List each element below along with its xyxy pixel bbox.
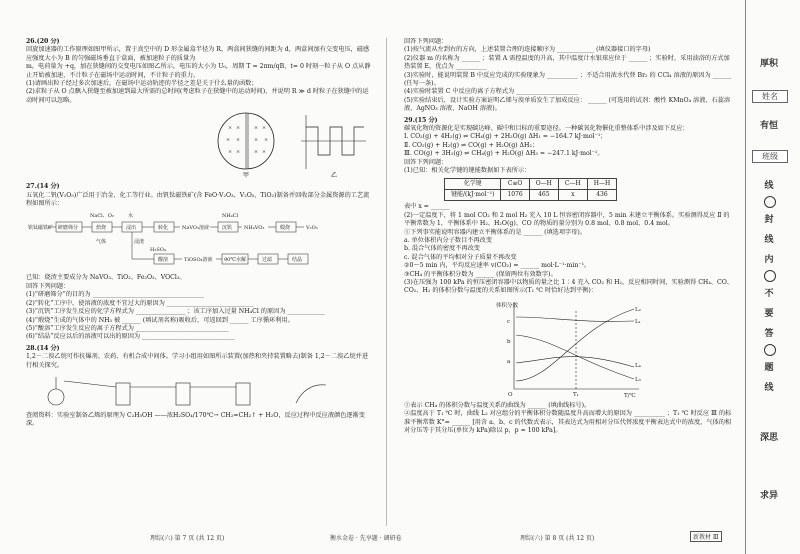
q29-reaction-2: Ⅱ. CO₂(g) + H₂(g) ⇌ CO(g) + H₂O(g) ΔH₂； bbox=[404, 141, 539, 149]
binding-word-3: 深思 bbox=[759, 433, 778, 443]
footer-right-page: 理综(六) 第 8 页 (共 12 页) bbox=[520, 535, 595, 542]
fig-label-a: 甲 bbox=[243, 172, 250, 180]
svg-text:气体: 气体 bbox=[96, 239, 107, 246]
binding-char: 内 bbox=[764, 255, 774, 265]
svg-text:浸出: 浸出 bbox=[126, 225, 137, 232]
q27-intro: 五氧化二钒(V₂O₅)广泛用于冶金、化工等行业。由钒钛磁铁矿(含 FeO·V₂O₃、V₂O₅、TiO₂)制备并回收部分金属资源的工艺流程如图所示： bbox=[26, 191, 370, 208]
q27-sub-2: (2)“转化”工序中，使溶液的浓度不宜过大的原因为 ____________________________ bbox=[26, 299, 254, 307]
q26-figure bbox=[26, 109, 371, 179]
footer-tag: 新教材 Ⅲ bbox=[690, 531, 722, 542]
process-flow-diagram bbox=[26, 211, 371, 271]
q29-sub-2: (2)一定温度下，将 1 mol CO₂ 和 2 mol H₂ 充入 10 L 恒容密闭容器中，5 min 末建立平衡体系。实验测得反应 Ⅱ 的平衡常数为 1，平衡体系中 H₂、H₂O(g)、CO 的物质的量分别为 0.8 mol、0.8 mol、0.4 mol。 bbox=[404, 211, 730, 228]
svg-text:浸渣: 浸渣 bbox=[134, 239, 145, 246]
svg-text:a: a bbox=[507, 358, 511, 365]
svg-text:体积分数: 体积分数 bbox=[496, 302, 519, 309]
table-cell: 化学键 bbox=[445, 178, 501, 189]
binding-char: 要 bbox=[764, 309, 774, 319]
q26-heading: 26.(20 分) bbox=[26, 38, 60, 45]
q29-option-a: a. 单位体积内分子数目不再改变 bbox=[404, 236, 493, 244]
svg-text:×: × bbox=[254, 125, 259, 132]
svg-text:结晶: 结晶 bbox=[292, 257, 303, 264]
q29-reaction-3: Ⅲ. CO(g) + 3H₂(g) ⇌ CH₄(g) + H₂O(g) ΔH₃ = −247.1 kJ·mol⁻¹。 bbox=[404, 150, 604, 158]
right-column bbox=[404, 38, 734, 526]
q27-sub-3: (3)“沉钒”工序发生反应的化学方程式为 ________________ ；该工序加入过量 NH₄Cl 的原因为 ____________ bbox=[26, 308, 325, 316]
table-row bbox=[445, 189, 617, 200]
table-cell: O—H bbox=[529, 178, 558, 189]
q29-reaction-1: Ⅰ. CO₂(g) + 4H₂(g) ⇌ CH₄(g) + 2H₂O(g) ΔH₁ = −164.7 kJ·mol⁻¹； bbox=[404, 133, 607, 141]
binding-char: 不 bbox=[764, 289, 774, 299]
bond-energy-table bbox=[444, 178, 617, 202]
svg-text:酸溶: 酸溶 bbox=[158, 257, 169, 264]
table-cell: H—H bbox=[587, 178, 616, 189]
q29-sub-1: (1)已知：相关化学键的键能数据如下表所示： bbox=[404, 167, 531, 175]
svg-text:过滤: 过滤 bbox=[262, 257, 273, 264]
q29-sub-1b: 表中 x = ______ bbox=[404, 203, 450, 211]
table-cell: C≡O bbox=[501, 178, 529, 189]
binding-char: 线 bbox=[764, 383, 774, 393]
svg-text:×: × bbox=[254, 149, 259, 156]
lab-apparatus-diagram bbox=[26, 373, 371, 409]
svg-text:NaCl、O₂: NaCl、O₂ bbox=[90, 213, 114, 220]
svg-text:钒钛磁铁矿: 钒钛磁铁矿 bbox=[28, 225, 54, 232]
binding-hole bbox=[764, 270, 776, 282]
curve-l3 bbox=[516, 335, 634, 379]
binding-hole bbox=[764, 196, 776, 208]
q28-answer-head: 回答下列问题： bbox=[404, 38, 448, 45]
q28-sub-4: (4)实验时装置 C 中反应的离子方程式为 ____________________ bbox=[404, 88, 579, 96]
q27-given: 已知：烧渣主要成分为 NaVO₃、TiO₂、Fe₂O₃、VOCl₃。 bbox=[26, 274, 186, 282]
svg-text:NH₄Cl: NH₄Cl bbox=[222, 213, 239, 220]
footer-center: 衡水金卷 · 先享题 · 调研卷 bbox=[330, 535, 402, 542]
q28-apparatus bbox=[26, 373, 371, 409]
svg-text:L₄: L₄ bbox=[635, 362, 641, 369]
q28-reference: 查阅资料：实验室制备乙烯的原理为 C₂H₅OH ——浓H₂SO₄/170℃→ CH₂=CH₂↑ + H₂O，反应过程中反应液颜色逐渐变深。 bbox=[26, 411, 365, 428]
curve-l4 bbox=[516, 356, 634, 366]
q29-heading: 29.(15 分) bbox=[404, 116, 438, 124]
q29-option-3: ③CH₄ 的平衡体积分数为 ______ (保留两位有效数字)。 bbox=[404, 270, 557, 278]
svg-text:×: × bbox=[236, 137, 241, 144]
table-cell: 436 bbox=[587, 189, 616, 200]
q26-text-2: m，电荷量为 +q，加在狭缝间的交变电压如图乙所示，电压的大小为 U₀，周期 T = 2πm/qB，t= 0 时刻一粒子从 O 点从静止开始被加速，不计粒子在磁场中运动时间，不计粒子的重力。 bbox=[26, 63, 371, 79]
q27-sub-6: (6)“结晶”反应以后的溶液可以出的原因为 ______________________________ bbox=[26, 333, 235, 341]
cyclotron-diagram bbox=[26, 109, 371, 179]
svg-text:×: × bbox=[228, 149, 233, 156]
q29-option-b: b. 混合气体的密度不再改变 bbox=[404, 245, 480, 253]
svg-text:c: c bbox=[507, 318, 511, 325]
svg-text:×: × bbox=[254, 137, 259, 144]
svg-text:NaVO₃溶液: NaVO₃溶液 bbox=[182, 225, 209, 232]
binding-word-4: 求异 bbox=[759, 491, 778, 501]
svg-text:T/℃: T/℃ bbox=[624, 392, 636, 399]
svg-text:×: × bbox=[236, 125, 241, 132]
class-field-label: 班级 bbox=[752, 150, 788, 163]
svg-text:研磨筛分: 研磨筛分 bbox=[58, 225, 79, 232]
svg-text:L₂: L₂ bbox=[635, 306, 641, 313]
q29-option-1: ①下列事实能说明容器内建立平衡体系的是 ______ (填选项字母)。 bbox=[404, 228, 587, 236]
column-divider bbox=[386, 38, 387, 526]
svg-text:O: O bbox=[508, 391, 513, 398]
footer-left-page: 理综(六) 第 7 页 (共 12 页) bbox=[150, 535, 225, 542]
q29-sub-3: (3)在压强为 100 kPa 的恒压密闭容器中以物质的量之比 1∶4 充入 CO₂ 和 H₂，反应相同时间，实验测得 CH₄、CO、CO₂、H₂ 的体积分数与温度的关系如图所示(T₁ ℃ 时恰好达到平衡)： bbox=[404, 278, 733, 295]
q27-heading: 27.(14 分) bbox=[26, 183, 60, 191]
svg-text:×: × bbox=[262, 149, 267, 156]
table-cell: 1076 bbox=[501, 189, 529, 200]
svg-text:转化: 转化 bbox=[158, 225, 169, 232]
binding-char: 封 bbox=[764, 215, 774, 225]
q27-sub-1: (1)“研磨筛分”的目的为 ____________________________________ bbox=[26, 291, 204, 299]
q29-option-2: ②0～5 min 内，平均反应速率 v(CO₂) = ______ mol·L⁻¹·min⁻¹。 bbox=[404, 262, 591, 270]
svg-text:×: × bbox=[264, 137, 269, 144]
table-cell: 465 bbox=[529, 189, 558, 200]
q27-sub-4: (4)“煅烧”生成的气体中的 NH₃ 被 ______ (填试剂名称)吸收后，可返回到 ______ 工序循环利用。 bbox=[26, 316, 294, 324]
table-header-row bbox=[445, 178, 617, 189]
q27-sub-5: (5)“酸溶”工序发生反应的离子方程式为 ______________________________ bbox=[26, 324, 229, 332]
curve-l1 bbox=[516, 317, 634, 321]
q27-flowchart bbox=[26, 211, 371, 271]
curve-l2 bbox=[516, 309, 634, 381]
svg-text:TiOSO₄溶液: TiOSO₄溶液 bbox=[184, 257, 213, 264]
svg-text:L₃: L₃ bbox=[635, 376, 641, 383]
q29-questions: 回答下列问题： bbox=[404, 158, 448, 166]
volume-fraction-graph bbox=[494, 299, 644, 399]
svg-text:T₁: T₁ bbox=[573, 391, 579, 398]
binding-word-2: 有恒 bbox=[759, 121, 778, 131]
binding-hole bbox=[764, 344, 776, 356]
q26-sub-1: (1)请画出粒子经过多次加速后，在磁场中运动轨迹的半径之差是关于什么量的函数； bbox=[26, 80, 258, 88]
svg-text:b: b bbox=[507, 338, 511, 345]
q28-heading: 28.(14 分) bbox=[26, 344, 60, 352]
binding-word-1: 厚积 bbox=[759, 59, 778, 69]
q29-graph-q2: ②温度高于 T₁ ℃ 时，曲线 L₂ 对应组分的平衡体积分数随温度升高而增大的原因为 __________ ；T₁ ℃ 时反应 Ⅲ 的标准平衡常数 K°= ______ [用含 a、b、c 的代数式表示，其表达式为用相对分压代替浓度平衡表达式中的浓度，气体的相对分压等于其分压(单位为 kPa)除以 p，p = 100 kPa]。 bbox=[404, 410, 732, 434]
svg-text:沉钒: 沉钒 bbox=[222, 225, 233, 232]
svg-text:焙烧: 焙烧 bbox=[96, 225, 107, 232]
name-field-label: 姓名 bbox=[752, 90, 788, 103]
svg-text:×: × bbox=[228, 125, 233, 132]
svg-text:水: 水 bbox=[128, 213, 134, 220]
q27-questions: 回答下列问题： bbox=[26, 282, 70, 290]
table-cell: 键能/(kJ·mol⁻¹) bbox=[445, 189, 501, 200]
q26-sub-2: (2)求粒子从 O 点飘入狭缝至被加速到最大所需的总时间(考虑粒子在狭缝中的运动时间)，并说明 R ≫ d 时粒子在狭缝中的运动时间可以忽略。 bbox=[26, 88, 369, 104]
binding-char: 线 bbox=[764, 235, 774, 245]
q29-intro: 碳氧化物的资源化是实现碳达峰、碳中和目标的重要途径。一种碳氧化物催化重整体系中涉及如下反应： bbox=[404, 125, 689, 133]
q26-text: 回旋加速器的工作原理如图甲所示，置于真空中的 D 形金属盒半径为 R，两盒间狭缝的间距为 d，两盒间加有交变电压，磁感应强度大小为 B 的匀强磁场垂直于盒面，被加速粒子的质量为 bbox=[26, 46, 370, 62]
svg-text:×: × bbox=[226, 137, 231, 144]
binding-char: 答 bbox=[764, 329, 774, 339]
svg-text:L₁: L₁ bbox=[635, 318, 641, 325]
q28-sub-3: (3)实验时，能说明装置 B 中反应完成的实验现象为 __________ ；不适合用浓水代替 Br₂ 的 CCl₄ 溶液的原因为 ______ (任写一条)。 bbox=[404, 71, 732, 88]
fig-label-b: 乙 bbox=[331, 172, 338, 180]
q28-sub-5: (5)实验结束后，设计实验方案证明乙烯与溴单质发生了加成反应： ______ (可选用的试剂：酸性 KMnO₄ 溶液、石蕊溶液、AgNO₃ 溶液、NaOH 溶液)。 bbox=[404, 96, 731, 113]
svg-text:V₂O₅: V₂O₅ bbox=[306, 225, 318, 232]
binding-char: 题 bbox=[764, 363, 774, 373]
q28-sub-2: (2)仪器 m 的名称为 ______ ；装置 A 需控温度的升高，其中温度计水银球应位于 ______ ；实验时，采用油浴的方式加热装置 E，优点为 __________ bbox=[404, 54, 730, 71]
binding-char: 线 bbox=[764, 181, 774, 191]
left-column bbox=[26, 38, 371, 526]
table-cell: x bbox=[558, 189, 587, 200]
svg-text:H₂SO₄: H₂SO₄ bbox=[150, 247, 166, 254]
svg-text:90℃水解: 90℃水解 bbox=[224, 257, 246, 264]
svg-text:煅烧: 煅烧 bbox=[280, 225, 291, 232]
table-cell: C—H bbox=[558, 178, 587, 189]
svg-text:×: × bbox=[262, 125, 267, 132]
q29-option-c: c. 混合气体的平均相对分子质量不再改变 bbox=[404, 253, 517, 261]
q28-sub-1: (1)按气流从左到右的方向，上述装置合理的连接顺序为 ____________ (填仪器接口的字母) bbox=[404, 46, 651, 54]
q29-graph-q1: ①表示 CH₄ 的体积分数与温度关系的曲线为 ______ (填曲线标号)。 bbox=[404, 401, 591, 409]
svg-text:NH₄VO₃: NH₄VO₃ bbox=[244, 225, 265, 232]
q29-graph bbox=[494, 299, 734, 399]
q28-intro: 1,2－二溴乙烷可作抗爆剂、农药、有机合成中间体。学习小组用如图所示装置(加热和夹持装置略去)制备 1,2－二溴乙烷并进行相关探究。 bbox=[26, 353, 369, 369]
svg-text:×: × bbox=[236, 149, 241, 156]
